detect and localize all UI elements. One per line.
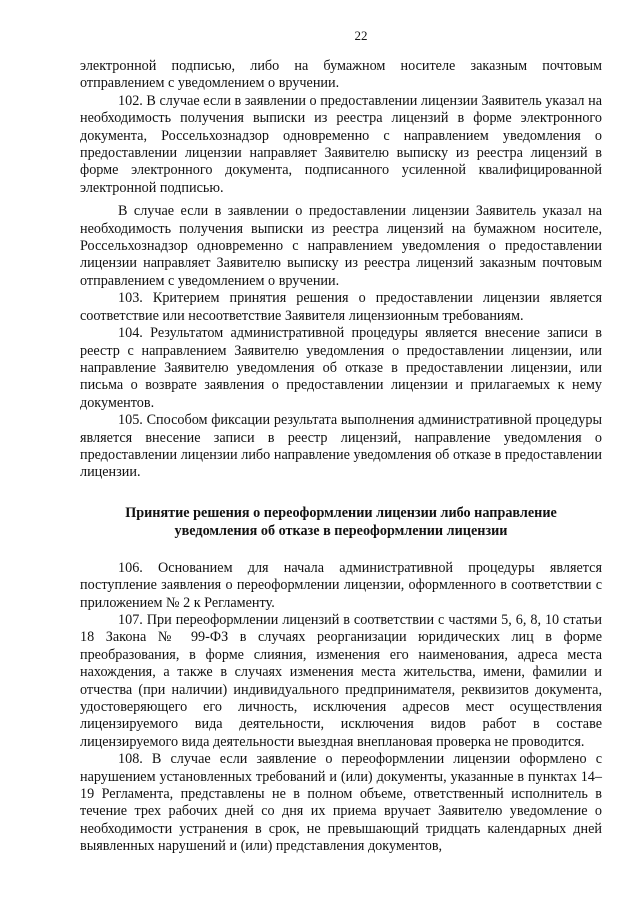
section-heading-line2: уведомления об отказе в переоформлении лицензии: [174, 522, 508, 539]
paragraph-103: 103. Критерием принятия решения о предоставлении лицензии является соответствие или несоответствие Заявителя лицензионным требованиям.: [80, 290, 602, 324]
section-heading: [80, 504, 602, 540]
paragraph-102: 102. В случае если в заявлении о предоставлении лицензии Заявитель указал на необходимость получения выписки из реестра лицензий в форме электронного документа, Россельхознадзор одновременно с направлением уведомления о предоставлении лицензии направляет Заявителю выписку из реестра лицензий в форме электронного документа, подписанного усиленной квалифицированной электронной подписью.: [80, 92, 602, 196]
paragraph-107: 107. При переоформлении лицензий в соответствии с частями 5, 6, 8, 10 статьи 18 Закона № 99-ФЗ в случаях реорганизации юридических лиц в форме преобразования, в форме слияния, изменения его наименования, адреса места нахождения, а также в случаях изменения места жительства, имени, фамилии и отчества (при наличии) индивидуального предпринимателя, реквизитов документа, удостоверяющего его личность, исключения адресов мест осуществления лицензируемого вида деятельности, исключения видов работ в составе лицензируемого вида деятельности выездная внеплановая проверка не проводится.: [80, 611, 602, 750]
paragraph-108: 108. В случае если заявление о переоформлении лицензии оформлено с нарушением установленных требований и (или) документы, указанные в пунктах 14–19 Регламента, представлены не в полном объеме, ответственный исполнитель в течение трех рабочих дней со дня их приема вручает Заявителю уведомление о необходимости устранения в срок, не превышающий тридцать календарных дней выявленных нарушений и (или) представления документов,: [80, 751, 602, 855]
paragraph-104: 104. Результатом административной процедуры является внесение записи в реестр с направлением Заявителю уведомления о предоставлении лицензии, или направление Заявителю уведомления об отказе в предоставлении лицензии, или письма о возврате заявления о предоставлении лицензии и прилагаемых к нему документов.: [80, 325, 602, 411]
paragraph-102-cont: В случае если в заявлении о предоставлении лицензии Заявитель указал на необходимость получения выписки из реестра лицензий на бумажном носителе, Россельхознадзор одновременно с направлением уведомления о предоставлении лицензии направляет Заявителю выписку из реестра лицензий заказным почтовым отправлением с уведомлением о вручении.: [80, 203, 602, 289]
paragraph-continuation: электронной подписью, либо на бумажном носителе заказным почтовым отправлением с уведомлением о вручении.: [80, 58, 602, 92]
page-number: 22: [354, 28, 368, 43]
paragraph-105: 105. Способом фиксации результата выполнения административной процедуры является внесение записи в реестр лицензий, направление уведомления о предоставлении лицензии либо направление уведомления об отказе в предоставлении лицензии.: [80, 412, 602, 481]
section-heading-line1: Принятие решения о переоформлении лицензии либо направление: [125, 504, 557, 521]
paragraph-106: 106. Основанием для начала административной процедуры является поступление заявления о переоформлении лицензии, оформленного в соответствии с приложением № 2 к Регламенту.: [80, 559, 602, 611]
